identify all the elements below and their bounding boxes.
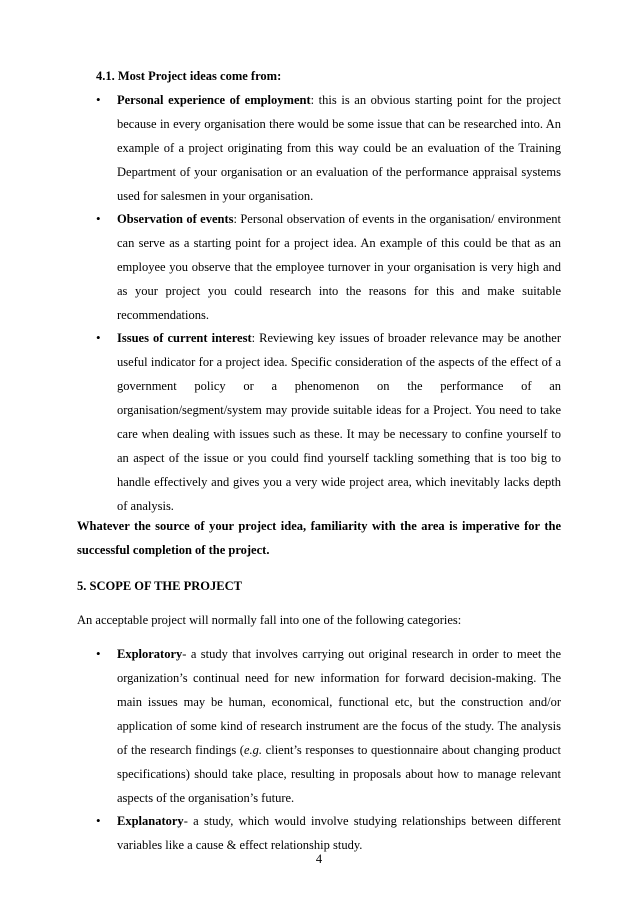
bullet-lead: Explanatory: [117, 814, 184, 828]
bullet-body-end: client’s responses to questionnaire about changing product specifications) should take place, resulting in proposals about how to manage relevant aspects of the organisation’s future.: [117, 743, 562, 805]
bullet-italic: e.g.: [243, 743, 263, 757]
bullet-body: : Reviewing key issues of broader relevance may be another useful indicator for a project idea. Specific consideration of the aspects of the effect of a government policy or a phenomenon on the performance of an organisation/segment/system may provide suitable ideas for a Project. You need to take care when dealing with issues such as these. It may be necessary to confine yourself to an aspect of the issue or you could find yourself tackling something that is too big to handle effectively and gives you a very wide project area, which inevitably lacks depth of analysis.: [117, 331, 561, 513]
bullet-lead: Exploratory: [117, 647, 183, 661]
section-5-heading: 5. SCOPE OF THE PROJECT: [77, 579, 242, 593]
bullet-icon: •: [96, 330, 101, 345]
bullet-paragraph: [117, 207, 561, 327]
bullet-paragraph: [117, 88, 561, 208]
bullet-lead: Issues of current interest: [117, 331, 252, 345]
conclusion-paragraph: Whatever the source of your project idea, familiarity with the area is imperative for the successful completion of the project.: [77, 519, 561, 557]
bullet-paragraph: [117, 326, 561, 518]
page-number: 4: [315, 852, 323, 866]
bullet-body: - a study that involves carrying out original research in order to meet the organization’s continual need for new information for forward decision-making. The main issues may be human, economical, functional etc, but the construction and/or application of some kind of research instrument are the focus of the study. The analysis of the research findings (: [117, 647, 561, 757]
bullet-lead: Personal experience of employment: [117, 93, 311, 107]
bullet-body: : this is an obvious starting point for the project because in every organisation there would be some issue that can be researched into. An example of a project originating from this way could be an evaluation of the Training Department of your organisation or an evaluation of the performance appraisal systems used for salesmen in your organisation.: [117, 93, 561, 203]
bullet-icon: •: [96, 813, 101, 828]
bullet-paragraph: [117, 642, 561, 810]
section-4-1-heading: 4.1. Most Project ideas come from:: [96, 69, 282, 83]
bullet-icon: •: [96, 211, 101, 226]
bullet-lead: Observation of events: [117, 212, 234, 226]
bullet-icon: •: [96, 92, 101, 107]
bullet-icon: •: [96, 646, 101, 661]
intro-paragraph: An acceptable project will normally fall into one of the following categories:: [77, 613, 462, 627]
bullet-body: - a study, which would involve studying relationships between different variables like a cause & effect relationship study.: [117, 814, 561, 852]
bullet-body: : Personal observation of events in the organisation/ environment can serve as a starting point for a project idea. An example of this could be that as an employee you observe that the employee turnover in your organisation is very high and as your project you could research into the reasons for this and make suitable recommendations.: [117, 212, 561, 322]
